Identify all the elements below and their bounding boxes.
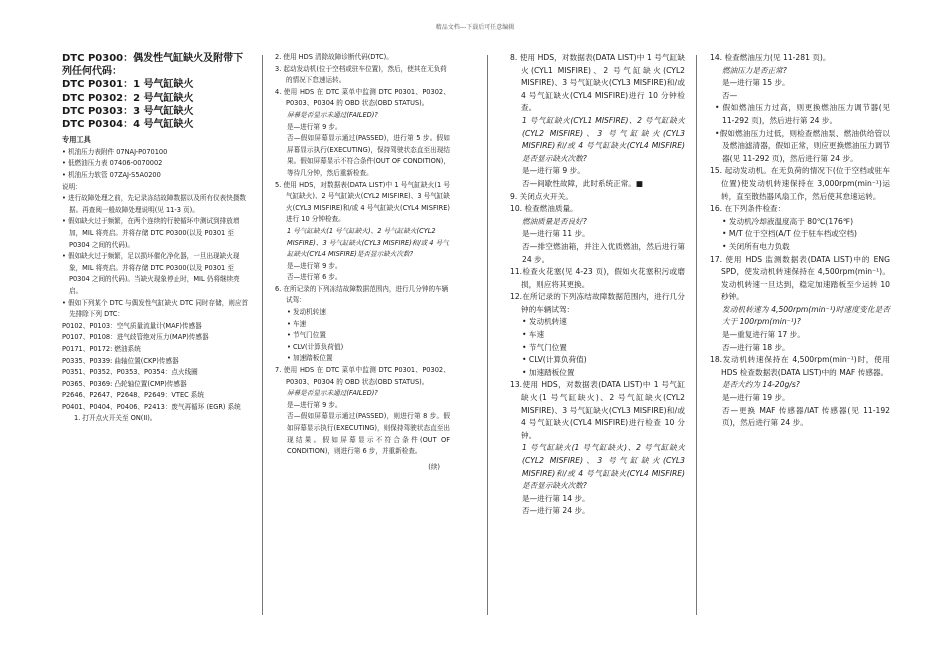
step-11: 11.检查火花塞(见 4-23 页)，假如火花塞积污或磨损，则应将其更换。 xyxy=(510,267,685,289)
condition-item: • 加速踏板位置 xyxy=(522,367,575,377)
note-heading: 说明： xyxy=(62,182,82,191)
step-14: 14. 检查燃油压力(见 11-281 页)。 xyxy=(710,53,831,62)
answer-yes: 是—进行第 15 步。 xyxy=(722,78,790,88)
step-16: 16. 在下列条件检查： xyxy=(710,204,786,214)
answer-yes: 是—进行第 9 步。 xyxy=(287,122,342,131)
answer-yes: 是—进行第 9 步。 xyxy=(287,400,342,409)
question-4: 屏幕是否显示未通过(FAILED)? xyxy=(287,110,378,119)
question-8: 1 号气缸缺火(CYL1 MISFIRE)、2 号气缸缺火(CYL2 MISFIRE)、3 号气缸缺火(CYL3 MISFIRE)和/或 4 号气缸缺火(CYL4 MISFIRE)是否显示缺火次数? xyxy=(522,115,685,163)
answer-no: 否—进行第 6 步。 xyxy=(287,273,342,282)
condition-item: • 发动机冷却液温度高于 80℃(176℉) xyxy=(722,216,854,226)
question-18: 是否大约为 14-20g/s? xyxy=(722,380,800,390)
question-5: 1 号气缸缺火(1 号气缸缺火)、2 号气缸缺火(CYL2 MISFIRE)、3 号气缸缺火(CYL3 MISFIRE)和/或 4 号气缸缺火(CYL4 MISFIRE)是否显示缺火次数? xyxy=(287,226,449,259)
dtc-list-item: P0335、P0339: 曲轴位置(CKP)传感器 xyxy=(62,356,179,365)
dtc-title: DTC P0303：3 号气缸缺火 xyxy=(62,105,194,117)
dtc-title: DTC P0304：4 号气缸缺火 xyxy=(62,119,194,131)
answer-no-item: • 假如燃油压力过高，则更换燃油压力调节器(见 11-292 页)，然后进行第 24 步。 xyxy=(715,103,890,125)
step-13: 13.使用 HDS，对数据表(DATA LIST)中 1 号气缸缺火(1 号气缸缺火)、2 号气缸缺火(CYL2 MISFIRE)、3 号气缸缺火(CYL3 MISFIRE)和/或 4 号气缸缺火(CYL4 MISFIRE)进行检查 10 分钟。 xyxy=(510,380,685,440)
question-14: 燃油压力是否正常? xyxy=(722,65,787,75)
condition-item: • CLV(计算负荷值) xyxy=(287,342,344,351)
condition-item: • 车速 xyxy=(522,330,545,340)
dtc-list-item: P0351、P0352、P0353、P0354：点火线圈 xyxy=(62,368,198,377)
dtc-title: DTC P0300：偶发性气缸缺火及附带下列任何代码： xyxy=(62,53,244,78)
step-4: 4. 使用 HDS 在 DTC 菜单中监测 DTC P0301、P0302、 P0303、P0304 的 OBD 状态(OBD STATUS)。 xyxy=(275,87,450,108)
dtc-title: DTC P0302：2 号气缸缺火 xyxy=(62,92,194,104)
tool-item: • 机油压力软管 07ZAJ-S5A0200 xyxy=(62,171,161,179)
condition-item: • 车速 xyxy=(287,319,307,328)
condition-item: • CLV(计算负荷值) xyxy=(522,355,587,365)
step-5: 5. 使用 HDS，对数据表(DATA LIST)中 1 号气缸缺火(1 号气缸缺火)、2 号气缸缺火(CYL2 MISFIRE)、3 号气缸缺火(CYL3 MISFIRE)和/或 4 号气缸缺火(CYL4 MISFIRE)进行 10 分钟检查。 xyxy=(275,180,450,224)
dtc-list-item: P2646、P2647、P2648、P2649：VTEC 系统 xyxy=(62,391,204,400)
dtc-list-item: P0365、P0369: 凸轮轴位置(CMP)传感器 xyxy=(62,379,187,388)
condition-item: • 节气门位置 xyxy=(287,331,326,340)
answer-no: 否—假如屏幕显示通过(PASSED)，进行第 5 步。假如屏幕显示执行(EXECUTING)，保持驾驶状态直至出现结果。假如屏幕显示不符合条件(OUT OF CONDITION)，等待几分钟，然后重新检查。 xyxy=(287,134,450,177)
question-10: 燃油质量是否良好? xyxy=(522,216,587,226)
tool-item: • 机油压力表附件 07NAJ-P070100 xyxy=(62,147,168,156)
dtc-list-item: P0401、P0404、P0406、P2413：废气再循环 (EGR) 系统 xyxy=(62,402,241,411)
answer-no-item: •假如燃油压力过低，则检查燃油泵、燃油供给管以及燃油滤清器，假如正常，则应更换燃油压力调节器(见 11-292 页)，然后进行第 24 步。 xyxy=(715,128,890,163)
condition-item: • 发动机转速 xyxy=(522,317,567,327)
answer-no: 否—排空燃油箱，并注入优质燃油，然后进行第 24 步。 xyxy=(522,241,685,264)
step-3: 3. 起动发动机(位于空档或驻车位置)，然后，使其在无负荷的情况下怠速运转。 xyxy=(275,64,447,85)
note-item: • 假如缺火过于频繁，在两个连续的行驶循环中测试到排放增加，MIL 将亮启。并将存储 DTC P0300(以及 P0301 至 P0304 之间的代码)。 xyxy=(62,217,240,249)
answer-yes: 是—进行第 9 步。 xyxy=(522,166,585,176)
step-12: 12.在所记录的下列冻结故障数据范围内，进行几分钟的车辆试驾： xyxy=(510,292,685,314)
condition-item: • 加速踏板位置 xyxy=(287,354,333,363)
condition-item: • 关闭所有电力负载 xyxy=(722,241,790,251)
answer-no: 否— xyxy=(722,90,738,100)
note-item: • 假如缺火过于频繁，足以损坏催化净化器，一旦出现缺火现象，MIL 将亮启。并将存储 DTC P0300(以及 P0301 至 P0304 之间的代码)。当缺火现象停止时，MIL 仍将继续亮启。 xyxy=(62,252,240,295)
column-divider xyxy=(696,55,697,615)
answer-no: 否—假如屏幕显示通过(PASSED)，则进行第 8 步。假如屏幕显示执行(EXECUTING)，则保持驾驶状态直至出现结果。假如屏幕显示不符合条件(OUT OF CONDITION)，则进行第 6 步，并重新检查。 xyxy=(287,412,450,456)
step-9: 9. 关闭点火开关。 xyxy=(510,191,573,201)
note-item: • 假如下列某个 DTC 与偶发性气缸缺火 DTC 同时存储，则应首先排除下列 DTC： xyxy=(62,298,249,319)
step-7: 7. 使用 HDS 在 DTC 菜单中监测 DTC P0301、P0302、 P0303、P0304 的 OBD 状态(OBD STATUS)。 xyxy=(275,366,450,386)
answer-yes: 是—进行第 11 步。 xyxy=(522,229,590,239)
question-7: 屏幕是否显示未通过(FAILED)? xyxy=(287,389,378,398)
condition-item: • 节气门位置 xyxy=(522,342,567,352)
condition-item: • 发动机转速 xyxy=(287,308,326,317)
continued-label: (续) xyxy=(428,462,440,471)
condition-item: • M/T 位于空档(A/T 位于驻车档或空档) xyxy=(722,229,857,239)
note-item: • 进行故障处理之前，先记录冻结故障数据以及所有仪表快摄数据。再查阅一般故障处理说明(见 11-3 页)。 xyxy=(62,194,247,214)
answer-yes: 是—进行第 14 步。 xyxy=(522,493,590,503)
dtc-list-item: P0171、P0172: 燃油系统 xyxy=(62,344,141,353)
question-17: 发动机转速为 4,500rpm(min⁻¹)时速度变化是否大于 100rpm(min⁻¹)? xyxy=(722,304,890,327)
dtc-list-item: P0102、P0103：空气质量流量计(MAF)传感器 xyxy=(62,321,202,330)
tools-heading: 专用工具 xyxy=(62,135,91,145)
answer-yes: 是—重复进行第 17 步。 xyxy=(722,330,805,340)
step-1: 1. 打开点火开关至 ON(II)。 xyxy=(74,414,157,423)
answer-no: 否—进行第 24 步。 xyxy=(522,506,590,516)
answer-yes: 是—进行第 9 步。 xyxy=(287,261,342,270)
step-2: 2. 使用 HDS 清除故障诊断代码(DTC)。 xyxy=(275,53,393,61)
step-6: 6. 在所记录的下列冻结故障数据范围内，进行几分钟的车辆试驾： xyxy=(275,284,449,305)
column-4 xyxy=(710,52,890,430)
column-divider xyxy=(262,55,263,615)
step-15: 15. 起动发动机。在无负荷的情况下(位于空档或驻车位置)使发动机转速保持在 3,000rpm(min⁻¹)运转，直至散热器风扇工作，然后使其怠速运转。 xyxy=(710,166,890,201)
answer-yes: 是—进行第 19 步。 xyxy=(722,393,790,403)
dtc-list-item: P0107、P0108：进气歧管绝对压力(MAP)传感器 xyxy=(62,333,209,342)
step-17: 17. 使用 HDS 监测数据表(DATA LIST)中的 ENG SPD，使发动机转速保持在 4,500rpm(min⁻¹)。发动机转速一旦达到，稳定加速踏板至少运转 10 秒钟。 xyxy=(710,254,890,302)
column-2 xyxy=(275,52,450,473)
step-18: 18.发动机转速保持在 4,500rpm(min⁻¹)时，使用 HDS 检查数据表(DATA LIST)中的 MAF 传感器。 xyxy=(710,355,890,377)
column-3 xyxy=(510,52,685,518)
step-10: 10. 检查燃油质量。 xyxy=(510,204,578,214)
step-8: 8. 使用 HDS，对数据表(DATA LIST)中 1 号气缸缺火(CYL1 MISFIRE)、2 号气缸缺火(CYL2 MISFIRE)、3 号气缸缺火(CYL3 MISFIRE)和/或 4 号气缸缺火(CYL4 MISFIRE)进行 10 分钟检查。 xyxy=(510,53,685,113)
dtc-title: DTC P0301：1 号气缸缺火 xyxy=(62,79,194,91)
column-1 xyxy=(62,52,252,425)
answer-no: 否—间歇性故障，此时系统正常。■ xyxy=(522,178,644,188)
column-divider xyxy=(487,55,488,615)
answer-no: 否—更换 MAF 传感器/IAT 传感器(见 11-192 页)，然后进行第 24 步。 xyxy=(722,405,890,428)
page-header: 精品文档---下载后可任意编辑 xyxy=(435,24,515,31)
question-13: 1 号气缸缺火(1 号气缸缺火)、2 号气缸缺火(CYL2 MISFIRE)、3 号气缸缺火(CYL3 MISFIRE)和/或 4 号气缸缺火(CYL4 MISFIRE)是否显示缺火次数? xyxy=(522,443,685,491)
tool-item: • 低燃油压力表 07406-0070002 xyxy=(62,159,163,168)
answer-no: 否—进行第 18 步。 xyxy=(722,342,790,352)
